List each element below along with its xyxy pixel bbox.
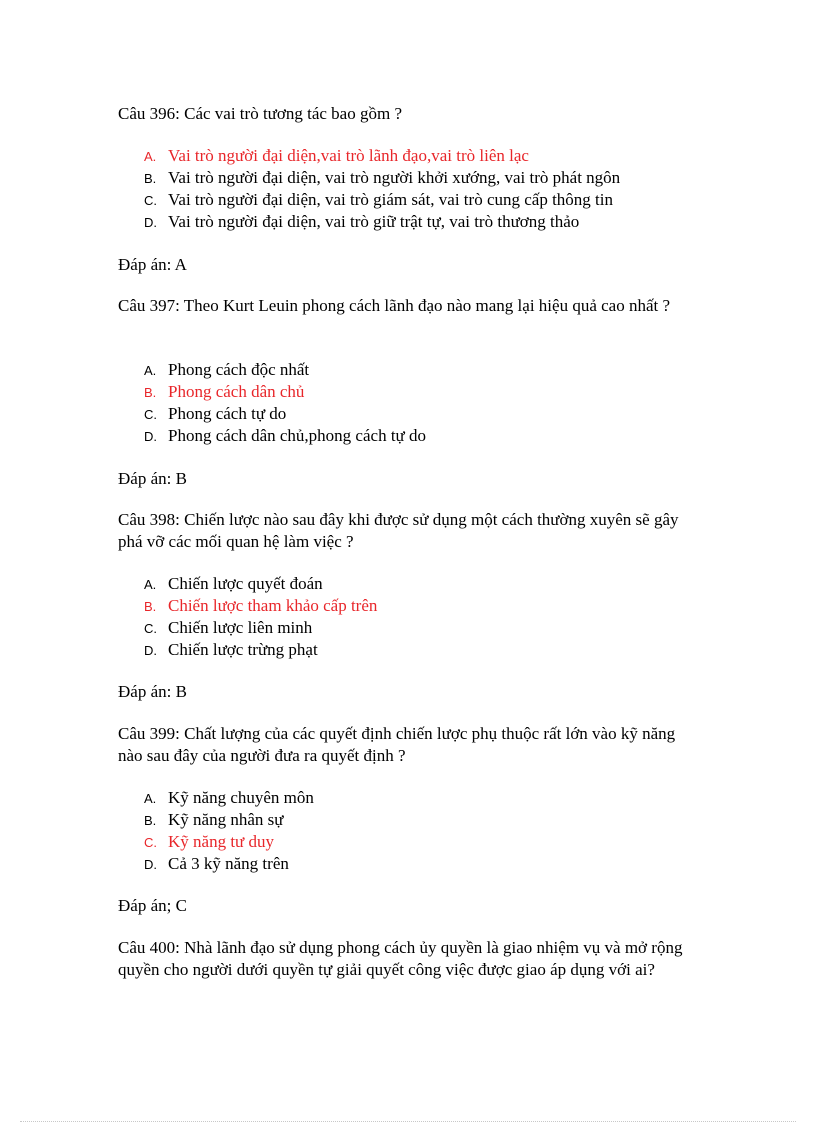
- option-397-d: [144, 425, 426, 448]
- option-397-a: [144, 359, 309, 382]
- answer-398: Đáp án: B: [118, 682, 187, 701]
- option-399-a: [144, 787, 314, 810]
- option-letter: C.: [144, 621, 157, 636]
- option-letter: B.: [144, 171, 157, 186]
- option-letter: A.: [144, 791, 157, 806]
- option-text: Kỹ năng chuyên môn: [168, 788, 314, 807]
- option-text: Phong cách tự do: [168, 404, 287, 423]
- option-396-d: [144, 211, 579, 234]
- option-letter: D.: [144, 857, 157, 872]
- option-text: Chiến lược liên minh: [168, 618, 313, 637]
- option-letter: D.: [144, 643, 157, 658]
- option-399-c: [144, 831, 274, 854]
- option-text: Vai trò người đại diện,vai trò lãnh đạo,vai trò liên lạc: [168, 146, 529, 165]
- option-text: Cả 3 kỹ năng trên: [168, 854, 289, 873]
- option-397-c: [144, 403, 286, 426]
- option-letter: D.: [144, 215, 157, 230]
- option-text: Chiến lược tham khảo cấp trên: [168, 596, 378, 615]
- option-letter: B.: [144, 599, 157, 614]
- option-text: Chiến lược trừng phạt: [168, 640, 318, 659]
- option-text: Chiến lược quyết đoán: [168, 574, 323, 593]
- option-letter: C.: [144, 835, 157, 850]
- option-text: Kỹ năng nhân sự: [168, 810, 284, 829]
- question-396: Câu 396: Các vai trò tương tác bao gồm ?: [118, 104, 402, 123]
- option-text: Phong cách độc nhất: [168, 360, 310, 379]
- option-letter: A.: [144, 577, 157, 592]
- option-letter: C.: [144, 407, 157, 422]
- answer-397: Đáp án: B: [118, 469, 187, 488]
- option-396-b: [144, 167, 620, 190]
- option-letter: A.: [144, 149, 157, 164]
- option-398-a: [144, 573, 323, 596]
- option-396-a: [144, 145, 529, 168]
- option-text: Phong cách dân chủ: [168, 382, 305, 401]
- option-text: Vai trò người đại diện, vai trò giữ trật tự, vai trò thương thảo: [168, 212, 580, 231]
- option-398-c: [144, 617, 312, 640]
- page-bottom-divider: [20, 1121, 796, 1122]
- option-399-b: [144, 809, 283, 832]
- option-399-d: [144, 853, 289, 876]
- option-letter: A.: [144, 363, 157, 378]
- option-396-c: [144, 189, 613, 212]
- option-text: Kỹ năng tư duy: [168, 832, 275, 851]
- answer-399: Đáp án; C: [118, 896, 187, 915]
- option-letter: C.: [144, 193, 157, 208]
- option-398-d: [144, 639, 318, 662]
- option-letter: B.: [144, 385, 157, 400]
- option-text: Vai trò người đại diện, vai trò giám sát, vai trò cung cấp thông tin: [168, 190, 613, 209]
- option-text: Vai trò người đại diện, vai trò người khởi xướng, vai trò phát ngôn: [168, 168, 621, 187]
- option-398-b: [144, 595, 377, 618]
- question-400: Câu 400: Nhà lãnh đạo sử dụng phong cách ủy quyền là giao nhiệm vụ và mở rộng quyền cho người dưới quyền tự giải quyết công việc được giao áp dụng với ai?: [118, 938, 683, 979]
- question-397: Câu 397: Theo Kurt Leuin phong cách lãnh đạo nào mang lại hiệu quả cao nhất ?: [118, 296, 671, 315]
- option-letter: D.: [144, 429, 157, 444]
- option-text: Phong cách dân chủ,phong cách tự do: [168, 426, 427, 445]
- answer-396: Đáp án: A: [118, 255, 187, 274]
- question-399: Câu 399: Chất lượng của các quyết định chiến lược phụ thuộc rất lớn vào kỹ năng nào sau đây của người đưa ra quyết định ?: [118, 724, 676, 765]
- option-397-b: [144, 381, 304, 404]
- question-398: Câu 398: Chiến lược nào sau đây khi được sử dụng một cách thường xuyên sẽ gây phá vỡ các mối quan hệ làm việc ?: [118, 510, 679, 551]
- option-letter: B.: [144, 813, 157, 828]
